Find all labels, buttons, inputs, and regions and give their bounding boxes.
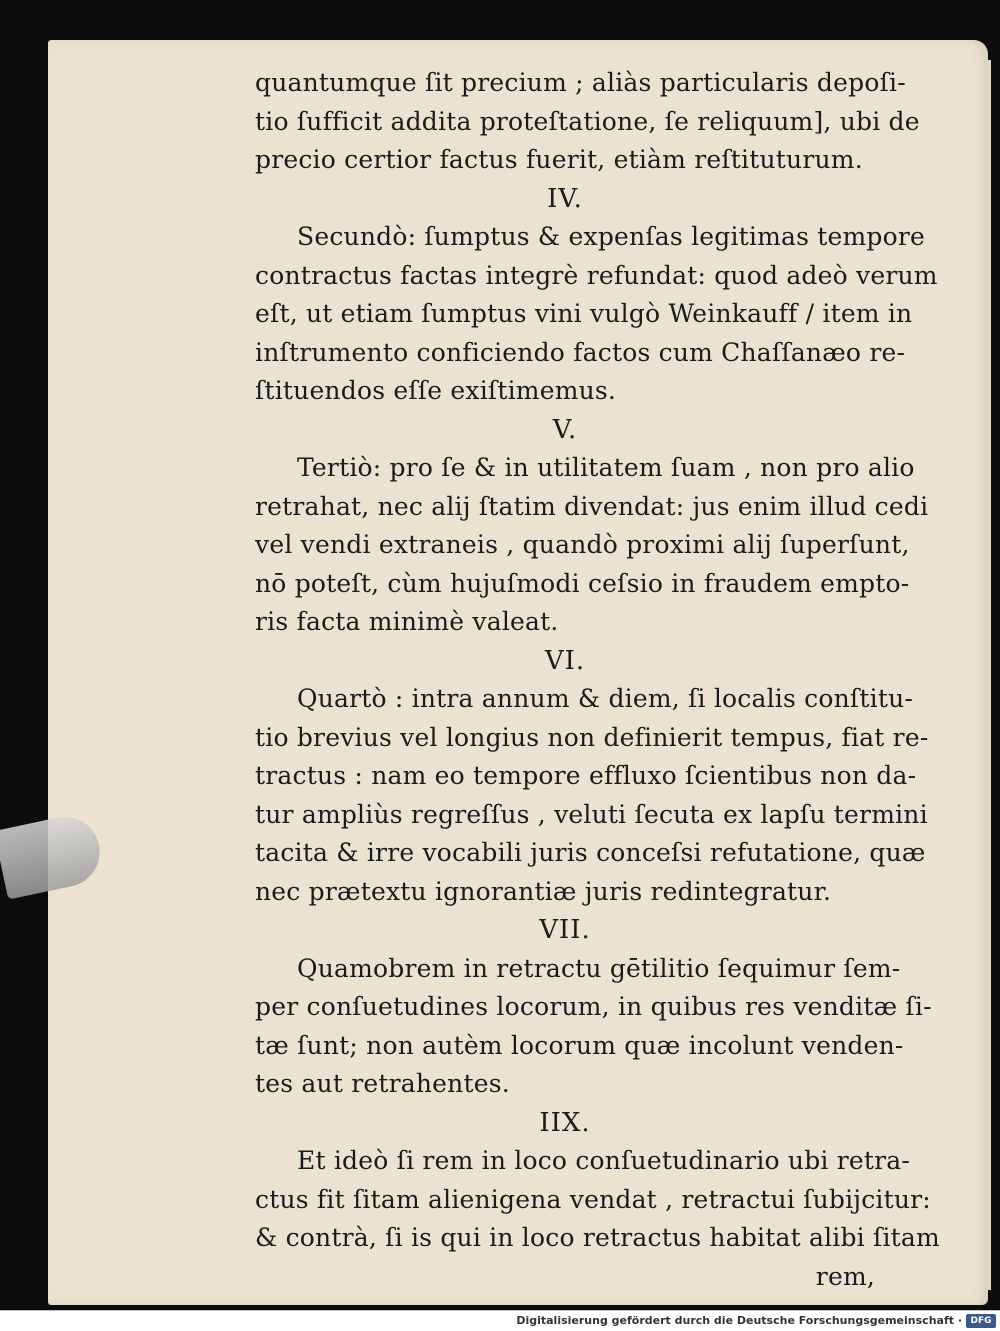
text-line: nō poteſt, cùm hujuſmodi ceſsio in fraudem empto-	[255, 568, 910, 598]
dfg-logo: DFG	[966, 1314, 996, 1328]
text-line: tæ ſunt; non autèm locorum quæ incolunt venden-	[255, 1030, 904, 1060]
section-heading: IV.	[547, 183, 583, 214]
text-line: retrahat, nec alij ſtatim divendat: jus enim illud cedi	[255, 491, 929, 521]
section-heading: VI.	[544, 645, 586, 676]
section-heading: IIX.	[539, 1107, 591, 1138]
text-line: tio brevius vel longius non definierit tempus, fiat re-	[255, 722, 929, 752]
text-line: Et ideò ſi rem in loco conſuetudinario ubi retra-	[297, 1146, 911, 1175]
text-line: per conſuetudines locorum, in quibus res venditæ ſi-	[255, 992, 932, 1021]
text-line: nec prætextu ignorantiæ juris redintegratur.	[255, 876, 832, 906]
text-line: precio certior factus fuerit, etiàm reſtituturum.	[255, 145, 863, 174]
text-line: contractus factas integrè refundat: quod adeò verum	[255, 260, 938, 290]
text-line: quantumque ſit precium ; aliàs particularis depoſi-	[255, 68, 906, 97]
text-line: rem,	[815, 1261, 875, 1291]
section-heading: V.	[552, 414, 578, 445]
text-line: Secundò: ſumptus & expenſas legitimas tempore	[297, 222, 926, 251]
text-line: vel vendi extraneis , quandò proximi alij ſuperſunt,	[255, 530, 910, 559]
footer-bar	[0, 1310, 1000, 1331]
text-line: Quartò : intra annum & diem, ſi localis conſtitu-	[297, 684, 914, 713]
text-line: ctus fit ſitam alienigena vendat , retractui ſubijcitur:	[255, 1184, 931, 1214]
text-line: tio ſufficit addita proteſtatione, ſe reliquum], ubi de	[255, 106, 920, 136]
text-line: ris facta minimè valeat.	[255, 607, 559, 636]
text-line: Tertiò: pro ſe & in utilitatem ſuam , non pro alio	[297, 453, 915, 482]
text-line: tacita & irre vocabili juris conceſsi refutatione, quæ	[255, 838, 926, 867]
text-line: Quamobrem in retractu gētilitio ſequimur ſem-	[297, 953, 901, 983]
text-line: tractus : nam eo tempore effluxo ſcientibus non da-	[255, 761, 917, 790]
section-heading: VII.	[539, 915, 591, 945]
footer-credit: Digitalisierung gefördert durch die Deutsche Forschungsgemeinschaft ·	[516, 1314, 962, 1327]
text-line: inſtrumento conficiendo factos cum Chaſſanæo re-	[255, 337, 906, 367]
text-line: tes aut retrahentes.	[255, 1069, 510, 1098]
text-line: & contrà, ſi is qui in loco retractus habitat alibi ſitam	[255, 1223, 940, 1252]
page-text	[255, 64, 940, 1296]
text-line: tur ampliùs regreſſus , veluti ſecuta ex lapſu termini	[255, 799, 928, 829]
text-line: eſt, ut etiam ſumptus vini vulgò Weinkauff / item in	[255, 299, 913, 328]
text-line: ſtituendos eſſe exiſtimemus.	[255, 376, 617, 405]
